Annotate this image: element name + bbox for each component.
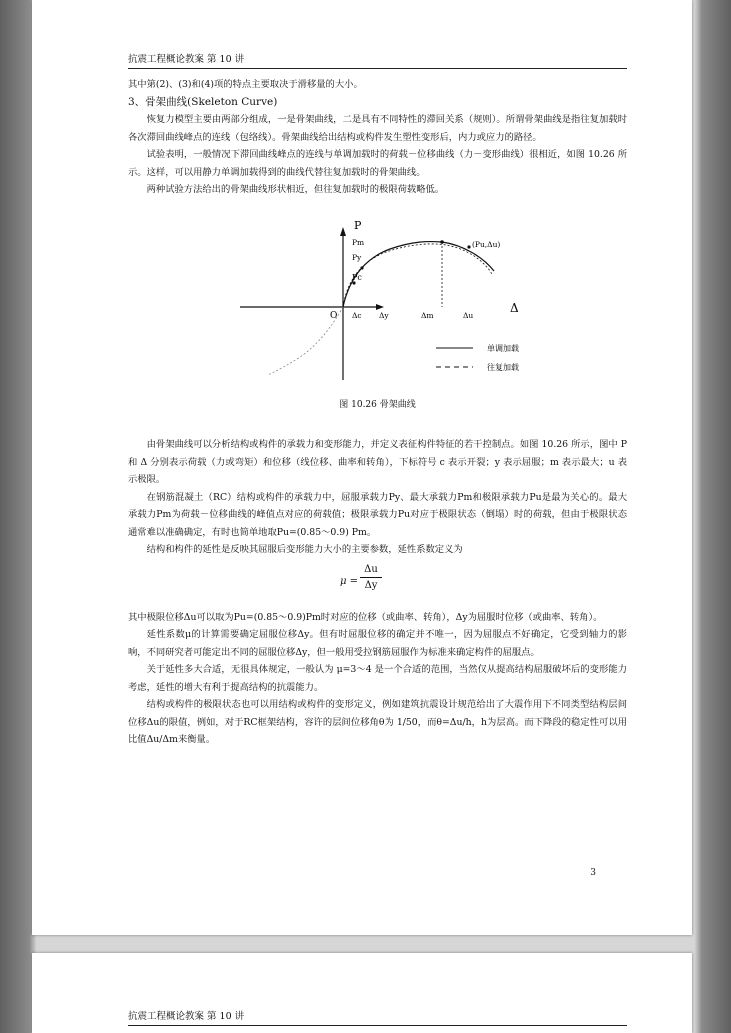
skeleton-curve-figure: [128, 205, 627, 391]
yield-point: [360, 266, 363, 269]
formula-denominator: Δy: [364, 579, 378, 591]
page-content: [128, 76, 627, 749]
x-axis-arrow: [376, 304, 384, 310]
page-number: 3: [590, 868, 596, 878]
paragraph-8: 延性系数μ的计算需要确定屈服位移Δy。但有时屈服位移的确定并不唯一，因为屈服点不好确定，它受到轴力的影响，不同研究者可能定出不同的屈服位移Δy，但一般用受拉钢筋屈服作为标准来确定构件的屈服点。: [128, 629, 627, 658]
ultimate-point: [467, 245, 470, 248]
paragraph-4: 由骨架曲线可以分析结构或构件的承载力和变形能力，并定义表征构件特征的若干控制点。如图 10.26 所示，图中 P 和 Δ 分别表示荷载（力或弯矩）和位移（线位移、曲率和转角），下标符号 c 表示开裂；y 表示屈服；m 表示最大；u 表示极限。: [128, 439, 627, 485]
ductility-formula: [128, 561, 627, 603]
monotonic-curve: [343, 241, 494, 306]
page-header: 抗震工程概论教案 第 10 讲: [128, 51, 627, 69]
legend-monotonic-label: 单调加载: [487, 343, 519, 353]
formula-fraction: [360, 563, 382, 593]
figure-caption: 图 10.26 骨架曲线: [339, 399, 416, 410]
paragraph-9: 关于延性多大合适，无很具体规定，一般认为 μ=3～4 是一个合适的范围，当然仅从提高结构屈服破坏后的变形能力考虑，延性的增大有利于提高结构的抗震能力。: [128, 664, 627, 693]
y-tick-pm: Pm: [352, 237, 365, 247]
paragraph-5: 在钢筋混凝土（RC）结构或构件的承载力中，屈服承载力Py、最大承载力Pm和极限承载力Pu是最为关心的。最大承载力Pm为荷载－位移曲线的峰值点对应的荷载值；极限承载力Pu对应于极限状态（倒塌）时的荷载，但由于极限状态通常难以准确确定，有时也简单地取Pu=(0.85～0.9) Pm。: [128, 491, 627, 538]
peak-point: [440, 240, 444, 244]
section-title: 3、骨架曲线(Skeleton Curve): [128, 95, 278, 108]
origin-label: O: [330, 310, 338, 321]
y-tick-pc: Pc: [352, 272, 362, 282]
intro-paragraph: 其中第(2)、(3)和(4)项的特点主要取决于滑移量的大小。: [128, 79, 363, 90]
ultimate-point-label: (Pu,Δu): [472, 239, 501, 249]
paragraph-1: 恢复力模型主要由两部分组成，一是骨架曲线，二是具有不同特性的滞回关系（规则）。所谓骨架曲线是指往复加载时各次滞回曲线峰点的连线（包络线）。骨架曲线给出结构或构件发生塑性变形后，内力或应力的路径。: [128, 114, 627, 143]
next-page-header: 抗震工程概论教案 第 10 讲: [128, 1008, 627, 1026]
legend-cyclic-label: 往复加载: [487, 362, 519, 372]
y-axis-label: P: [354, 218, 362, 232]
formula-numerator: Δu: [360, 563, 382, 578]
formula-lhs: μ =: [340, 575, 359, 587]
document-page: [32, 0, 692, 935]
cyclic-curve: [343, 243, 492, 306]
paragraph-10: 结构或构件的极限状态也可以用结构或构件的变形定义，例如建筑抗震设计规范给出了大震作用下不同类型结构层间位移Δu的限值，例如，对于RC框架结构，容许的层间位移角θ为 1/50，而θ=Δu/h，h为层高。而下降段的稳定性可以用比值Δu/Δm来衡量。: [128, 699, 627, 745]
x-axis-label: Δ: [510, 300, 519, 315]
skeleton-curve-svg: [128, 205, 627, 391]
x-tick-dy: Δy: [379, 310, 389, 320]
next-document-page: [32, 953, 692, 1033]
x-tick-dm: Δm: [421, 310, 434, 320]
y-axis-arrow: [340, 227, 346, 236]
paragraph-7: 其中极限位移Δu可以取为Pu=(0.85～0.9)Pm时对应的位移（或曲率、转角），Δy为屈服时位移（或曲率、转角）。: [128, 611, 603, 623]
y-tick-py: Py: [352, 252, 362, 262]
paragraph-3: 两种试验方法给出的骨架曲线形状相近，但往复加载时的极限荷载略低。: [146, 184, 445, 195]
x-tick-du: Δu: [463, 310, 474, 320]
paragraph-6: 结构和构件的延性是反映其屈服后变形能力大小的主要参数，延性系数定义为: [146, 544, 463, 555]
x-tick-dc: Δc: [352, 310, 362, 320]
paragraph-2: 试验表明，一般情况下滞回曲线峰点的连线与单调加载时的荷载－位移曲线（力－变形曲线）很相近，如图 10.26 所示。这样，可以用静力单调加载得到的曲线代替往复加载时的骨架曲线。: [128, 149, 627, 178]
